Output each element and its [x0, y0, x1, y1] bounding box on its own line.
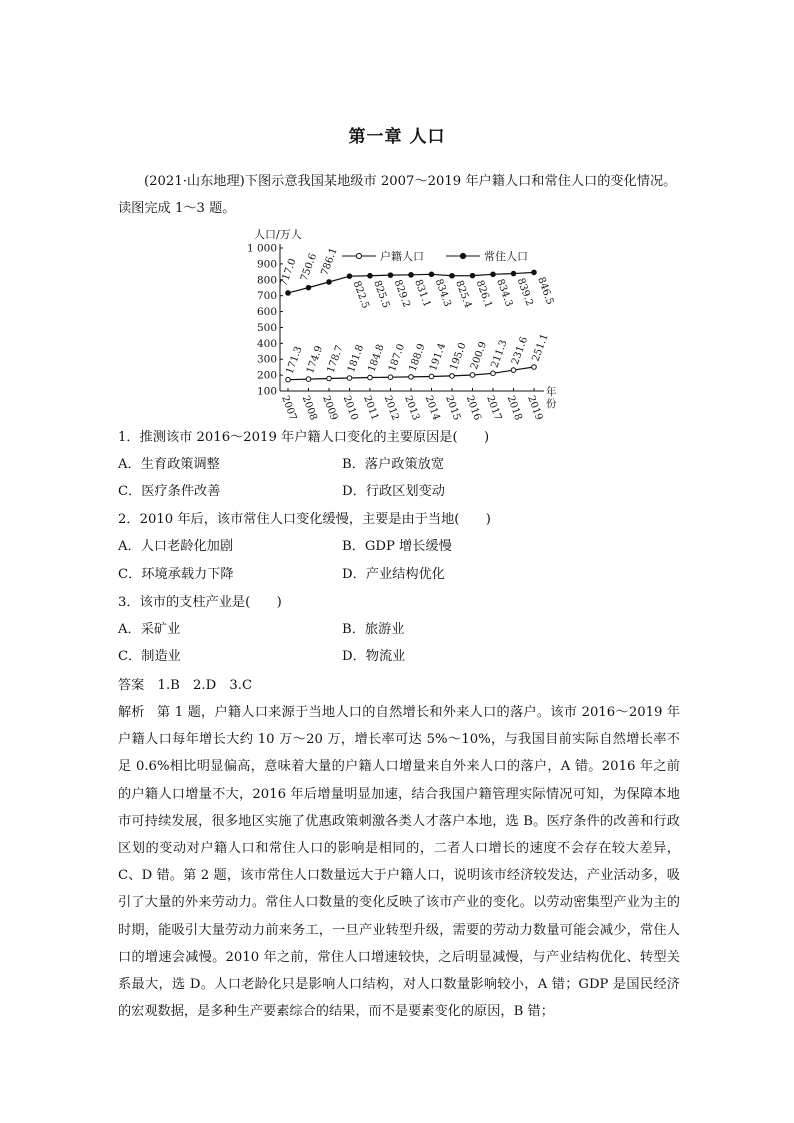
analysis-label: 解析: [118, 705, 145, 720]
question-3-option-a: A．采矿业: [118, 622, 181, 637]
question-1-option-a: A．生育政策调整: [118, 457, 220, 472]
x-tick-label: 2016: [463, 394, 483, 422]
data-label: 826.1: [473, 278, 494, 310]
question-2-option-b: B．GDP 增长缓慢: [342, 539, 452, 554]
data-label: 831.1: [412, 278, 433, 309]
x-tick-label: 2013: [402, 394, 422, 422]
data-point: [491, 272, 496, 277]
data-label: 717.0: [278, 257, 299, 288]
y-tick-label: 800: [256, 274, 277, 287]
question-1-stem: 1．推测该市 2016～2019 年户籍人口变化的主要原因是( ): [118, 430, 490, 445]
y-tick-label: 500: [256, 321, 277, 334]
question-3-option-c: C．制造业: [118, 649, 181, 664]
question-1-option-c: C．医疗条件改善: [118, 484, 221, 499]
data-point: [388, 375, 393, 380]
data-point: [306, 377, 311, 382]
intro-paragraph: (2021·山东地理)下图示意我国某地级市 2007～2019 年户籍人口和常住人口的变化情况。读图完成 1～3 题。: [118, 174, 677, 216]
data-point: [388, 273, 393, 278]
question-2-option-a: A．人口老龄化加剧: [118, 539, 234, 554]
y-tick-label: 900: [256, 258, 277, 271]
x-tick-label: 2010: [340, 394, 360, 422]
question-3-option-d: D．物流业: [342, 649, 406, 664]
data-point: [409, 273, 414, 278]
y-axis-label: 人口/万人: [254, 228, 302, 241]
data-label: 786.1: [319, 246, 340, 278]
x-axis-label-char: 份: [546, 398, 557, 410]
data-label: 211.3: [489, 338, 510, 370]
data-point: [286, 377, 291, 382]
data-label: 188.9: [407, 342, 428, 373]
data-point: [450, 273, 455, 278]
data-point: [470, 373, 475, 378]
question-2-option-c: C．环境承载力下降: [118, 567, 234, 582]
data-label: 825.4: [453, 279, 474, 310]
y-tick-label: 600: [256, 306, 277, 319]
data-label: 231.6: [509, 335, 531, 367]
x-tick-label: 2019: [525, 394, 545, 422]
x-tick-label: 2014: [422, 394, 442, 422]
data-label: 191.4: [427, 341, 449, 373]
x-tick-label: 2018: [504, 394, 524, 422]
data-label: 750.6: [298, 251, 320, 283]
x-tick-label: 2008: [299, 394, 319, 422]
legend-label: 户籍人口: [380, 250, 424, 263]
y-tick-label: 200: [256, 369, 277, 382]
data-label: 839.2: [514, 276, 535, 308]
data-label: 834.3: [494, 277, 515, 309]
x-axis-label-char: 年: [546, 386, 557, 398]
data-label: 846.5: [535, 275, 556, 307]
data-point: [511, 271, 516, 276]
y-tick-label: 100: [256, 385, 277, 398]
question-2-option-d: D．产业结构优化: [342, 567, 445, 582]
data-point: [491, 371, 496, 376]
x-tick-label: 2007: [279, 394, 299, 422]
data-point: [327, 280, 332, 285]
population-chart: [238, 226, 568, 422]
data-label: 195.0: [448, 341, 469, 372]
x-tick-label: 2017: [484, 394, 504, 422]
question-2-stem: 2．2010 年后，该市常住人口变化缓慢，主要是由于当地( ): [118, 512, 491, 527]
data-point: [368, 273, 373, 278]
data-label: 251.1: [530, 332, 551, 364]
legend-marker: [460, 253, 465, 258]
answer-key: 答案 1.B 2.D 3.C: [118, 678, 253, 693]
data-point: [511, 368, 516, 373]
data-label: 184.8: [366, 342, 387, 374]
data-point: [286, 291, 291, 296]
legend-label: 常住人口: [484, 250, 528, 263]
y-tick-label: 400: [256, 337, 277, 350]
data-point: [429, 272, 434, 277]
y-tick-label: 700: [256, 290, 277, 303]
data-label: 825.5: [371, 278, 392, 310]
data-point: [532, 270, 537, 275]
data-label: 187.0: [386, 342, 408, 374]
data-label: 178.7: [325, 343, 346, 375]
data-label: 822.5: [350, 279, 371, 311]
data-point: [429, 374, 434, 379]
data-label: 200.9: [468, 340, 490, 371]
analysis-paragraph: [118, 699, 680, 1025]
data-label: 174.9: [304, 344, 326, 376]
data-point: [450, 374, 455, 379]
data-point: [470, 273, 475, 278]
analysis-text: 第 1 题，户籍人口来源于当地人口的自然增长和外来人口的落户。该市 2016～2019 年户籍人口每年增长大约 10 万～20 万，增长率可达 5%～10%，与我国目前实际自然增长率不足 0.6%相比明显偏高，意味着大量的户籍人口增量来自外来人口的落户，A 错。2016 年之前的户籍人口增量不大，2016 年后增量明显加速，结合我国户籍管理实际情况可知，为保障本地市可持续发展，很多地区实施了优惠政策刺激各类人才落户本地，选 B。医疗条件的改善和行政区划的变动对户籍人口和常住人口的影响是相同的，二者人口增长的速度不会存在较大差异，C、D 错。第 2 题，该市常住人口数量远大于户籍人口，说明该市经济较发达，产业活动多，吸引了大量的外来劳动力。常住人口数量的变化反映了该市产业的变化。以劳动密集型产业为主的时期，能吸引大量劳动力前来务工，一旦产业转型升级，需要的劳动力数量可能会减少，常住人口的增速会减慢。2010 年之前，常住人口增速较快，之后明显减慢，与产业结构优化、转型关系最大，选 D。人口老龄化只是影响人口结构，对人口数量影响较小，A 错；GDP 是国民经济的宏观数据，是多种生产要素综合的结果，而不是要素变化的原因，B 错；: [118, 705, 681, 1020]
question-1-option-b: B．落户政策放宽: [342, 457, 445, 472]
data-label: 834.3: [432, 277, 453, 309]
data-point: [327, 376, 332, 381]
data-label: 829.2: [391, 278, 412, 310]
x-tick-label: 2012: [381, 394, 401, 422]
data-point: [347, 274, 352, 279]
chapter-title: 第一章 人口: [348, 127, 446, 147]
data-point: [409, 375, 414, 380]
y-tick-label: 1 000: [246, 242, 277, 255]
x-tick-label: 2009: [320, 394, 340, 422]
data-point: [368, 375, 373, 380]
data-point: [347, 376, 352, 381]
legend-marker: [356, 253, 361, 258]
data-label: 171.3: [284, 345, 305, 376]
question-3-stem: 3．该市的支柱产业是( ): [118, 595, 282, 610]
data-point: [306, 285, 311, 290]
y-tick-label: 300: [256, 353, 277, 366]
question-1-option-d: D．行政区划变动: [342, 484, 445, 499]
question-3-option-b: B．旅游业: [342, 622, 405, 637]
data-point: [532, 365, 537, 370]
x-tick-label: 2015: [443, 394, 463, 422]
data-label: 181.8: [345, 343, 367, 375]
x-tick-label: 2011: [361, 394, 381, 422]
